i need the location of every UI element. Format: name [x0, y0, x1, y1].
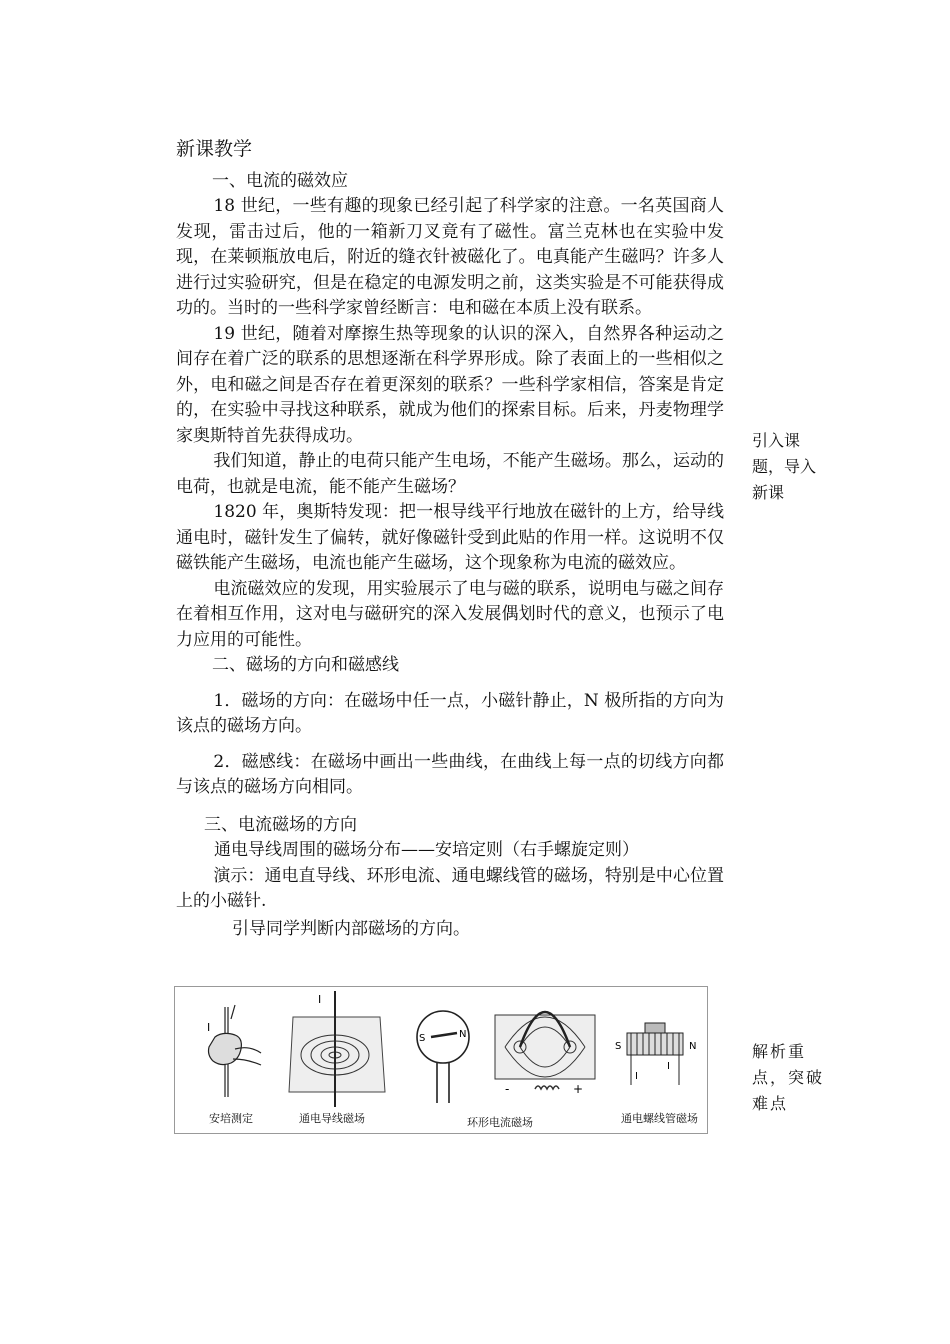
paragraph-2: 19 世纪，随着对摩擦生热等现象的认识的深入，自然界各种运动之间存在着广泛的联系的思想逐渐在科学界形成。除了表面上的一些相似之外，电和磁之间是否存在着更深刻的联系？一些科学家相信，答案是肯定的，在实验中寻找这种联系，就成为他们的探索目标。后来，丹麦物理学家奥斯特首先获得成功。 — [176, 323, 724, 446]
side-note-intro: 引入课题，导入新课 — [752, 431, 817, 502]
paragraph-1: 18 世纪，一些有趣的现象已经引起了科学家的注意。一名英国商人发现，雷击过后，他的一箱新刀叉竟有了磁性。富兰克林也在实验中发现，在莱顿瓶放电后，附近的缝衣针被磁化了。电真能产生磁吗？许多人进行过实验研究，但是在稳定的电源发明之前，这类实验是不可能获得成功的。当时的一些科学家曾经断言：电和磁在本质上没有联系。 — [176, 196, 724, 318]
heading-2: 二、磁场的方向和磁感线 — [212, 655, 399, 675]
loop-current-drawing — [417, 1011, 469, 1103]
south-label-1: S — [419, 1033, 426, 1044]
paragraph-4: 1820 年，奥斯特发现：把一根导线平行地放在磁针的上方，给导线通电时，磁针发生了偏转，就好像磁针受到此贴的作用一样。这说明不仅磁铁能产生磁场，电流也能产生磁场，这个现象称为电流的磁效应。 — [176, 502, 724, 573]
line-demo: 演示：通电直导线、环形电流、通电螺线管的磁场，特别是中心位置上的小磁针. — [176, 865, 724, 911]
current-label-3: I — [635, 1071, 638, 1082]
south-label-2: S — [615, 1041, 622, 1052]
side-note-key-points: 解析重点，突破难点 — [752, 1042, 825, 1113]
minus-label: - — [505, 1082, 510, 1096]
line-guide: 引导同学判断内部磁场的方向。 — [232, 918, 470, 939]
right-hand-rule-drawing — [209, 1005, 262, 1097]
magnetic-field-figure — [174, 986, 708, 1134]
north-label-1: N — [459, 1029, 467, 1040]
heading-3: 三、电流磁场的方向 — [204, 814, 357, 835]
heading-1: 一、电流的磁效应 — [212, 170, 348, 191]
current-label-4: I — [667, 1061, 670, 1072]
caption-ampere: 安培测定 — [209, 1112, 253, 1125]
caption-wire-field: 通电导线磁场 — [299, 1112, 365, 1125]
current-label-2: I — [318, 993, 322, 1006]
list-item-1: 1．磁场的方向：在磁场中任一点，小磁针静止，N 极所指的方向为该点的磁场方向。 — [176, 690, 724, 736]
paragraph-5: 电流磁效应的发现，用实验展示了电与磁的联系，说明电与磁之间存在着相互作用，这对电与磁研究的深入发展偶划时代的意义，也预示了电力应用的可能性。 — [176, 578, 724, 650]
list-item-2: 2．磁感线：在磁场中画出一些曲线，在曲线上每一点的切线方向都与该点的磁场方向相同。 — [176, 751, 724, 797]
line-ampere-rule: 通电导线周围的磁场分布——安培定则（右手螺旋定则） — [214, 840, 639, 860]
north-label-2: N — [689, 1041, 697, 1052]
section-title: 新课教学 — [176, 138, 253, 160]
caption-loop-field: 环形电流磁场 — [467, 1116, 533, 1129]
straight-wire-field-drawing — [289, 991, 385, 1107]
caption-solenoid-field: 通电螺线管磁场 — [621, 1112, 698, 1125]
current-label-1: I — [207, 1021, 211, 1034]
paragraph-3: 我们知道，静止的电荷只能产生电场，不能产生磁场。那么，运动的电荷，也就是电流，能不能产生磁场？ — [176, 451, 724, 497]
main-column — [176, 137, 724, 942]
loop-field-lines-drawing — [495, 1012, 595, 1089]
plus-label: + — [573, 1082, 584, 1096]
